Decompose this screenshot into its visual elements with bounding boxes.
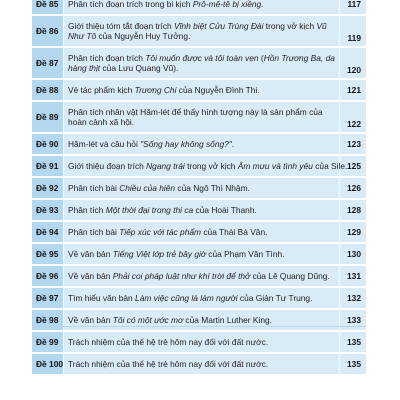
exercise-number: Đề 95: [32, 243, 64, 265]
page-number: 133: [340, 309, 367, 331]
exercise-number: Đề 100: [32, 353, 64, 374]
exercise-title: [64, 0, 340, 15]
toc-row: [32, 353, 366, 374]
exercise-number: Đề 97: [32, 287, 64, 309]
title-text: của Giản Tư Trung.: [237, 293, 313, 303]
toc-row: [32, 79, 366, 101]
title-text: của Sile.: [312, 161, 348, 171]
work-title-italic: Tôi có một ước mơ: [112, 315, 184, 325]
exercise-title: [64, 15, 340, 47]
table-of-contents: [32, 0, 366, 374]
title-text: Phân tích bài: [68, 183, 120, 193]
title-text: Phân tích đoạn trích trong bi kịch: [68, 0, 193, 9]
page-number: 122: [340, 101, 367, 133]
title-text: Tìm hiểu văn bản: [68, 293, 136, 303]
exercise-title: [64, 79, 340, 101]
work-title-italic: Âm mưu và tình yêu: [237, 161, 313, 171]
exercise-title: [64, 353, 340, 374]
work-title-italic: Tiếng Việt lớp trẻ bây giờ: [112, 249, 206, 259]
title-text: Phân tích đoạn trích: [68, 53, 146, 63]
title-text: Về văn bản: [68, 315, 113, 325]
toc-row: [32, 47, 366, 79]
title-text: của Ngô Thì Nhậm.: [175, 183, 250, 193]
page-number: 126: [340, 177, 367, 199]
toc-body: [32, 0, 366, 374]
title-text: của Thái Bá Vân.: [201, 227, 268, 237]
title-text: .: [231, 139, 235, 149]
exercise-title: [64, 101, 340, 133]
exercise-title: [64, 199, 340, 221]
work-title-italic: Ngang trái: [146, 161, 185, 171]
exercise-title: [64, 309, 340, 331]
exercise-number: Đề 94: [32, 221, 64, 243]
page-number: 135: [340, 331, 367, 353]
page-number: 132: [340, 287, 367, 309]
toc-row: [32, 309, 366, 331]
exercise-title: [64, 155, 348, 177]
title-text: của Lưu Quang Vũ).: [100, 63, 179, 73]
page-number: 121: [340, 79, 367, 101]
page-number: 130: [340, 243, 367, 265]
title-text: Hăm-lét và câu hỏi: [68, 139, 141, 149]
exercise-number: Đề 93: [32, 199, 64, 221]
title-text: trong vở kịch: [263, 21, 317, 31]
page-number: 123: [340, 133, 367, 155]
exercise-number: Đề 86: [32, 15, 64, 47]
title-text: của Nguyễn Huy Tưởng.: [96, 31, 191, 41]
work-title-italic: Tiếp xúc với tác phẩm: [119, 227, 202, 237]
work-title-italic: Tôi muốn được và tôi toàn vẹn: [145, 53, 259, 63]
exercise-number: Đề 89: [32, 101, 64, 133]
toc-row: [32, 133, 366, 155]
exercise-title: [64, 265, 340, 287]
toc-row: [32, 199, 366, 221]
title-text: Về văn bản: [68, 271, 113, 281]
title-text: Về văn bản: [68, 249, 113, 259]
toc-row: [32, 331, 366, 353]
toc-row: [32, 155, 366, 177]
title-text: của Phạm Văn Tình.: [205, 249, 285, 259]
title-text: của Lê Quang Dũng.: [250, 271, 330, 281]
toc-row: [32, 177, 366, 199]
exercise-title: [64, 221, 340, 243]
exercise-number: Đề 92: [32, 177, 64, 199]
title-text: Trách nhiệm của thế hệ trẻ hôm nay đối với đất nước.: [68, 337, 269, 347]
exercise-title: [64, 47, 340, 79]
title-text: của Martin Luther King.: [183, 315, 272, 325]
work-title-italic: Vũ Như Tô: [68, 21, 327, 41]
page-number: 125: [340, 155, 367, 177]
toc-row: [32, 15, 366, 47]
toc-row: [32, 0, 366, 15]
exercise-title: [64, 133, 340, 155]
exercise-title: [64, 331, 340, 353]
toc-row: [32, 221, 366, 243]
exercise-number: Đề 99: [32, 331, 64, 353]
exercise-title: [64, 243, 340, 265]
title-text: Giới thiệu đoạn trích: [68, 161, 147, 171]
title-text: Vẻ tác phẩm kịch: [68, 85, 135, 95]
page-number: 119: [340, 15, 367, 47]
work-title-italic: Một thời đại trong thi ca: [105, 205, 194, 215]
exercise-number: Đề 96: [32, 265, 64, 287]
page-number: 135: [340, 353, 367, 374]
title-text: (: [258, 53, 264, 63]
toc-row: [32, 265, 366, 287]
bottom-divider: [32, 326, 366, 327]
title-text: Phân tích bài: [68, 227, 120, 237]
exercise-title: [64, 287, 340, 309]
exercise-number: Đề 98: [32, 309, 64, 331]
page-number: 129: [340, 221, 367, 243]
work-title-italic: Phải coi pháp luật như khí trời để thở: [112, 271, 251, 281]
work-title-italic: Chiều của hiên: [119, 183, 176, 193]
title-text: của Hoài Thanh.: [193, 205, 257, 215]
toc-row: [32, 101, 366, 133]
exercise-number: Đề 91: [32, 155, 64, 177]
exercise-number: Đề 85: [32, 0, 64, 15]
toc-row: [32, 287, 366, 309]
title-text: Giới thiệu tóm tắt đoạn trích: [68, 21, 175, 31]
title-text: trong vở kịch: [184, 161, 238, 171]
work-title-italic: Trương Chi: [134, 85, 177, 95]
exercise-number: Đề 90: [32, 133, 64, 155]
page-number: 131: [340, 265, 367, 287]
page-number: 117: [340, 0, 367, 15]
exercise-number: Đề 88: [32, 79, 64, 101]
toc-row: [32, 243, 366, 265]
exercise-title: [64, 177, 340, 199]
title-text: Phân tích nhân vật Hăm-lét để thấy hình tượng này là sản phẩm của hoàn cảnh xã hội.: [68, 107, 323, 127]
work-title-italic: Làm việc cũng là làm người: [135, 293, 238, 303]
work-title-italic: Hồn Trương Ba, da hàng thịt: [68, 53, 335, 73]
work-title-italic: Vĩnh biệt Cửu Trùng Đài: [174, 21, 264, 31]
title-text: Trách nhiệm của thế hệ trẻ hôm nay đối với đất nước.: [68, 359, 269, 369]
work-title-italic: "Sống hay không sống?": [140, 139, 232, 149]
page-number: 128: [340, 199, 367, 221]
title-text: của Nguyễn Đình Thi.: [176, 85, 260, 95]
title-text: Phân tích: [68, 205, 106, 215]
page-number: 120: [340, 47, 367, 79]
exercise-number: Đề 87: [32, 47, 64, 79]
work-title-italic: Prô-mê-tê bị xiềng.: [192, 0, 264, 9]
